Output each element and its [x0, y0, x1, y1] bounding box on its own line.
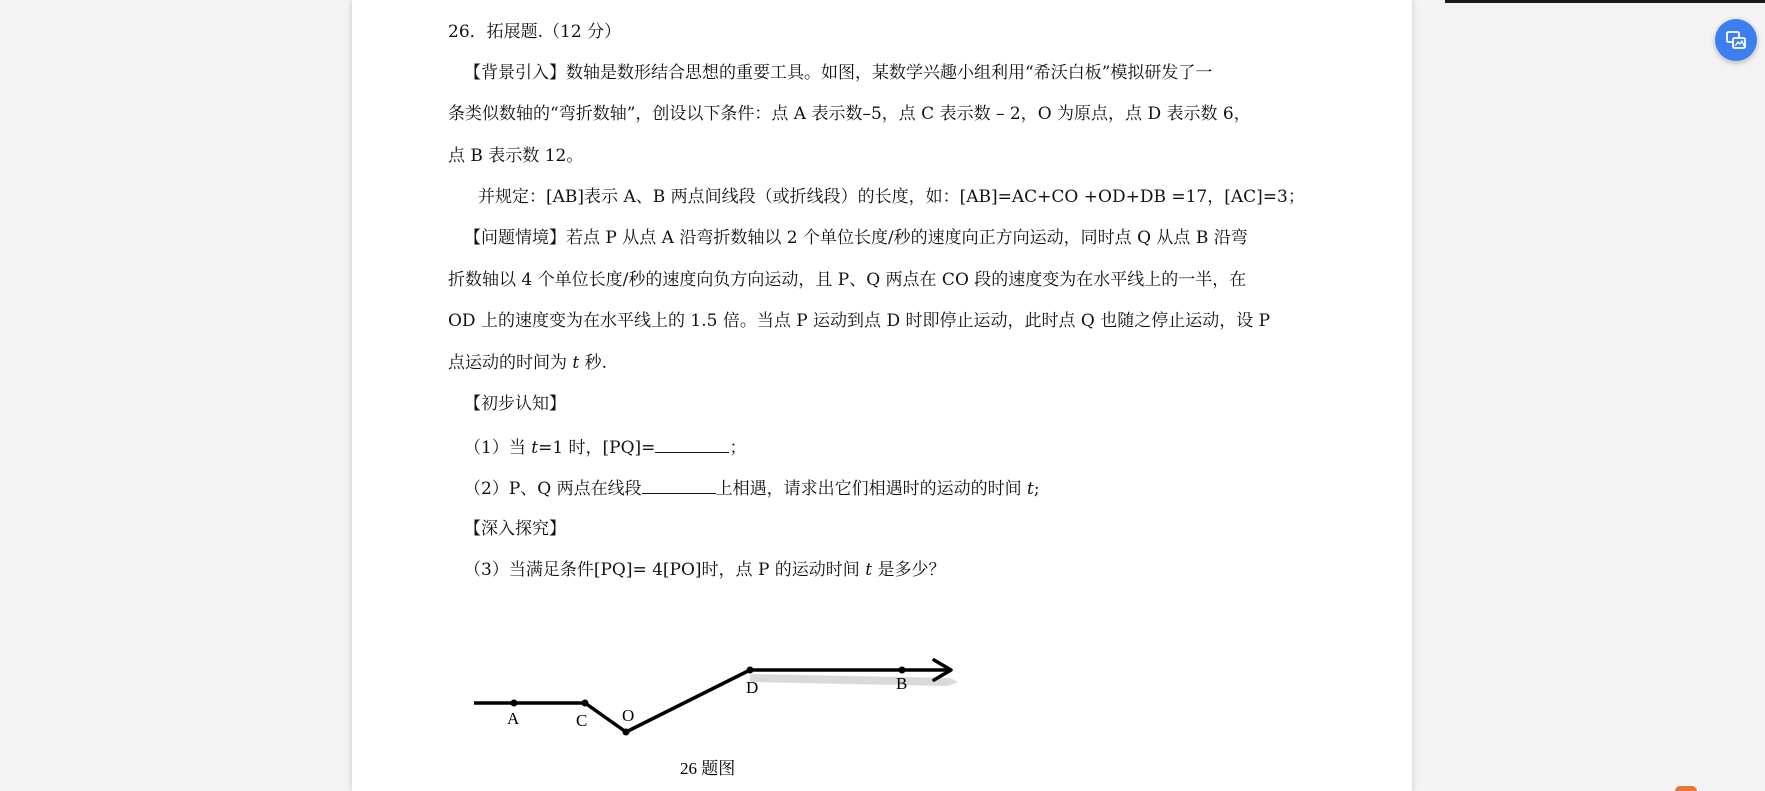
q1-text-b: =1 时，[PQ]= — [538, 438, 656, 458]
point-c — [582, 700, 589, 707]
q1-variable-t: t — [531, 438, 539, 458]
question-1 — [464, 434, 746, 460]
problem-line-4-text-a: 点运动的时间为 — [448, 353, 573, 373]
bent-number-line-figure — [448, 640, 1008, 790]
image-translate-button[interactable] — [1715, 19, 1757, 61]
q2-text-b: 上相遇，请求出它们相遇时的运动的时间 — [715, 479, 1028, 499]
rule-line: 并规定：[AB]表示 A、B 两点间线段（或折线段）的长度，如：[AB]=AC+CO +OD+DB =17，[AC]=3； — [478, 187, 1305, 207]
q3-text-a: （3）当满足条件[PQ]= 4[PO]时，点 P 的运动时间 — [464, 560, 866, 580]
label-b: B — [896, 674, 908, 693]
q1-text-c: ； — [729, 438, 747, 458]
problem-line-4 — [448, 351, 607, 375]
image-translate-icon — [1725, 29, 1747, 51]
problem-line-3: OD 上的速度变为在水平线上的 1.5 倍。当点 P 运动到点 D 时即停止运动，此时点 Q 也随之停止运动，设 P — [448, 311, 1271, 331]
document-page — [352, 0, 1412, 791]
q2-variable-t: t — [1027, 479, 1034, 499]
point-o — [623, 729, 630, 736]
question-3 — [464, 558, 945, 582]
problem-line-1: 【问题情境】若点 P 从点 A 沿弯折数轴以 2 个单位长度/秒的速度向正方向运动，同时点 Q 从点 B 沿弯 — [464, 228, 1248, 248]
point-d — [747, 667, 754, 674]
label-c: C — [576, 711, 588, 730]
q2-text-a: （2）P、Q 两点在线段 — [464, 479, 642, 499]
top-toolbar-edge — [1445, 0, 1765, 3]
point-b — [899, 667, 906, 674]
question-header: 26．拓展题.（12 分） — [448, 22, 622, 42]
background-line-1: 【背景引入】数轴是数形结合思想的重要工具。如图，某数学兴趣小组利用“希沃白板”模拟研发了一 — [464, 63, 1213, 83]
corner-indicator — [1675, 786, 1697, 791]
problem-line-2: 折数轴以 4 个单位长度/秒的速度向负方向运动，且 P、Q 两点在 CO 段的速度变为在水平线上的一半，在 — [448, 270, 1247, 290]
section-initial: 【初步认知】 — [464, 394, 566, 414]
q3-variable-t: t — [865, 560, 873, 580]
label-o: O — [622, 706, 635, 725]
label-a: A — [507, 709, 520, 728]
q2-text-c: ; — [1033, 479, 1040, 499]
point-a — [511, 700, 518, 707]
background-line-3: 点 B 表示数 12。 — [448, 146, 584, 166]
variable-t: t — [572, 353, 580, 373]
label-d: D — [746, 678, 759, 697]
background-line-2: 条类似数轴的“弯折数轴”，创设以下条件：点 A 表示数–5，点 C 表示数 – 2，O 为原点，点 D 表示数 6， — [448, 104, 1251, 124]
question-2 — [464, 475, 1040, 501]
problem-line-4-text-b: 秒. — [579, 353, 608, 373]
q1-answer-blank — [655, 434, 729, 453]
q2-answer-blank — [642, 475, 716, 494]
q3-text-b: 是多少？ — [872, 560, 946, 580]
arrow-shadow — [750, 674, 958, 686]
section-deep: 【深入探究】 — [464, 519, 566, 539]
figure-caption: 26 题图 — [680, 759, 736, 778]
q1-text-a: （1）当 — [464, 438, 532, 458]
